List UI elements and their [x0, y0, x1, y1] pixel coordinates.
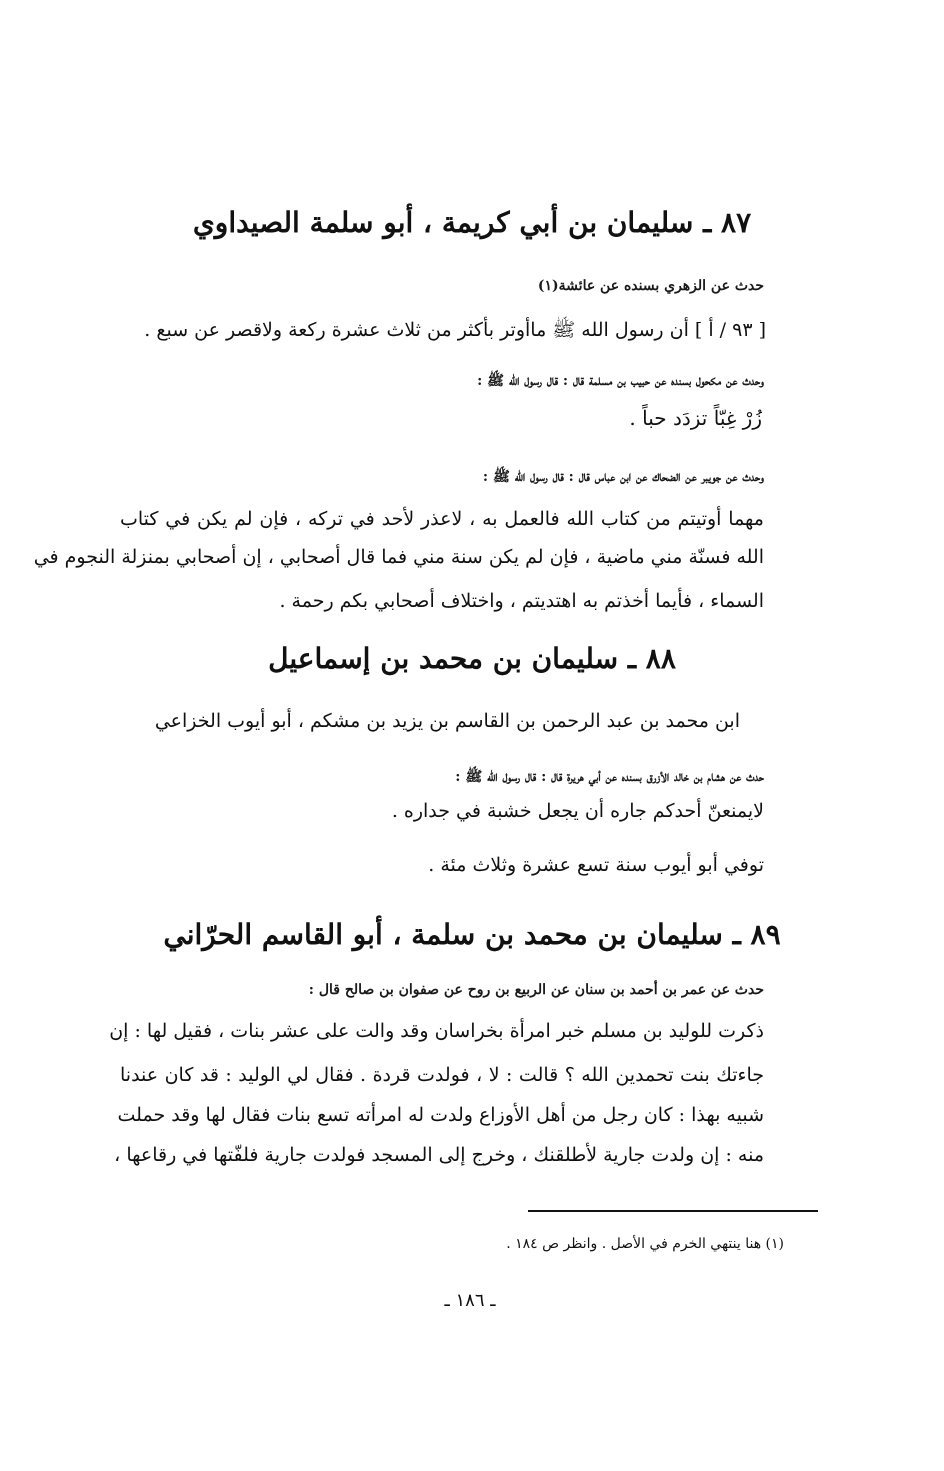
- hadith-text-1: [ ٩٣ / أ ] أن رسول الله ﷺ ماأوتر بأكثر من ثلاث عشرة ركعة ولاقصر عن سبع .: [144, 319, 766, 341]
- page-number: ـ ١٨٦ ـ: [444, 1290, 496, 1311]
- section-87-heading: ٨٧ ـ سليمان بن أبي كريمة ، أبو سلمة الصيداوي: [192, 206, 752, 239]
- narrative-line: جاءتك بنت تحمدين الله ؟ قالت : لا ، فولدت قردة . فقال لي الوليد : قد كان عندنا: [120, 1064, 764, 1086]
- hadith-text-3-line: مهما أوتيتم من كتاب الله فالعمل به ، لاعذر لأحد في تركه ، فإن لم يكن في كتاب: [120, 508, 764, 530]
- section-89-heading: ٨٩ ـ سليمان بن محمد بن سلمة ، أبو القاسم الحرّاني: [163, 918, 781, 951]
- death-date-text: توفي أبو أيوب سنة تسع عشرة وثلاث مئة .: [428, 854, 764, 876]
- isnad-chain-1: حدث عن الزهري بسنده عن عائشة(١): [537, 278, 764, 294]
- narrative-line: شبيه بهذا : كان رجل من أهل الأوزاع ولدت له امرأته تسع بنات فقال لها وقد حملت: [117, 1104, 764, 1126]
- lineage-text: ابن محمد بن عبد الرحمن بن القاسم بن يزيد بن مشكم ، أبو أيوب الخزاعي: [154, 710, 740, 732]
- isnad-chain-2: وحدث عن مكحول بسنده عن حبيب بن مسلمة قال : قال رسول الله ﷺ :: [477, 373, 764, 389]
- narrative-line: منه : إن ولدت جارية لأطلقنك ، وخرج إلى المسجد فولدت جارية فلفّتها في رقاعها ،: [114, 1144, 764, 1166]
- isnad-chain-3: وحدث عن جويبر عن الضحاك عن ابن عباس قال : قال رسول الله ﷺ :: [482, 469, 764, 485]
- footnote-divider: [528, 1210, 818, 1212]
- hadith-text-88: لايمنعنّ أحدكم جاره أن يجعل خشبة في جداره .: [391, 800, 764, 822]
- footnote-text: (١) هنا ينتهي الخرم في الأصل . وانظر ص ١٨٤ .: [506, 1236, 784, 1252]
- narrative-line: ذكرت للوليد بن مسلم خبر امرأة بخراسان وقد والت على عشر بنات ، فقيل لها : إن: [109, 1020, 764, 1042]
- section-88-heading: ٨٨ ـ سليمان بن محمد بن إسماعيل: [268, 642, 676, 675]
- isnad-chain-88: حدث عن هشام بن خالد الأزرق بسنده عن أبي هريرة قال : قال رسول الله ﷺ :: [455, 769, 764, 785]
- hadith-text-2: زُرْ غِبّاً تزدَد حباً .: [629, 406, 762, 430]
- hadith-text-3-line: الله فسنّة مني ماضية ، فإن لم يكن سنة مني فما قال أصحابي ، إن أصحابي بمنزلة النجوم في: [33, 546, 764, 568]
- hadith-text-3-line: السماء ، فأيما أخذتم به اهتديتم ، واختلاف أصحابي بكم رحمة .: [279, 590, 764, 612]
- isnad-chain-89: حدث عن عمر بن أحمد بن سنان عن الربيع بن روح عن صفوان بن صالح قال :: [308, 982, 764, 998]
